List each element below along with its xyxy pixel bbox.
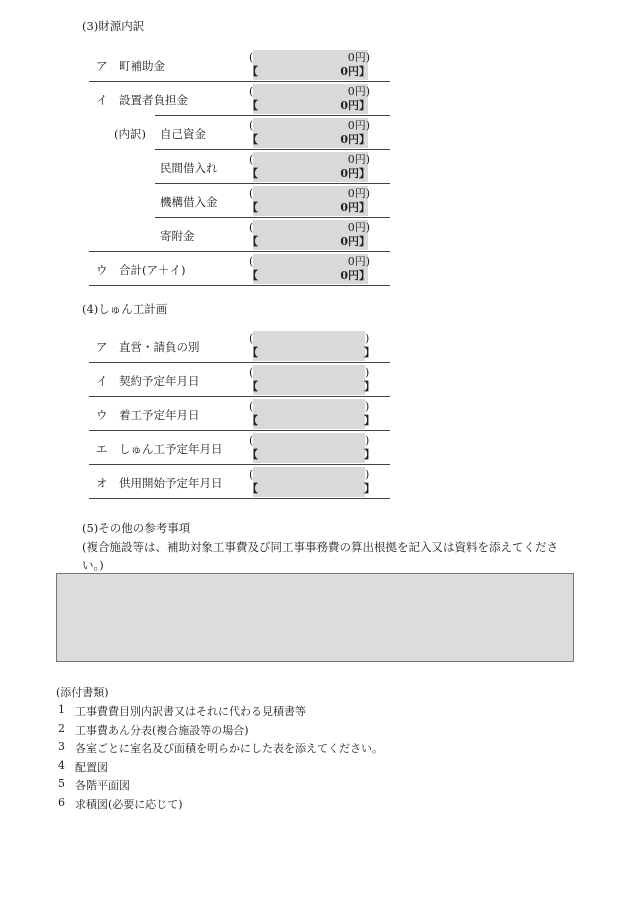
breakdown-prefix: (内訳) bbox=[114, 127, 146, 141]
row-divider bbox=[155, 183, 390, 184]
open-bracket: 【 bbox=[247, 201, 258, 214]
date-input[interactable] bbox=[253, 467, 365, 497]
attachment-number: 1 bbox=[58, 703, 65, 716]
row-divider bbox=[155, 217, 390, 218]
funding-row-label: 民間借入れ bbox=[160, 161, 218, 175]
section5-note: (複合施設等は、補助対象工事費及び同工事事務費の算出根拠を記入又は資料を添えてくださ bbox=[82, 540, 558, 554]
row-divider bbox=[89, 251, 390, 252]
amount-value-bracketed: 0円】 bbox=[340, 201, 370, 214]
plan-row-label: ア 直営・請負の別 bbox=[96, 340, 200, 354]
section4-title: (4)しゅん工計画 bbox=[82, 302, 168, 316]
row-divider bbox=[89, 396, 390, 397]
open-paren: ( bbox=[249, 332, 254, 345]
open-bracket: 【 bbox=[247, 380, 258, 393]
close-bracket: 】 bbox=[364, 380, 375, 393]
attachments-title: (添付書類) bbox=[56, 686, 109, 699]
amount-value-bracketed: 0円】 bbox=[340, 269, 370, 282]
close-bracket: 】 bbox=[364, 414, 375, 427]
open-paren: ( bbox=[249, 255, 254, 268]
open-paren: ( bbox=[249, 221, 254, 234]
amount-value: 0円) bbox=[347, 51, 370, 64]
row-divider bbox=[89, 498, 390, 499]
attachment-number: 6 bbox=[58, 795, 65, 809]
amount-value-bracketed: 0円】 bbox=[340, 99, 370, 112]
open-bracket: 【 bbox=[247, 346, 258, 359]
plan-row-label: エ しゅん工予定年月日 bbox=[96, 442, 223, 456]
close-bracket: 】 bbox=[364, 346, 375, 359]
attachment-item: 各室ごとに室名及び面積を明らかにした表を添えてください。 bbox=[75, 742, 383, 755]
open-bracket: 【 bbox=[247, 482, 258, 495]
close-bracket: 】 bbox=[364, 448, 375, 461]
row-divider bbox=[155, 115, 390, 116]
attachment-number: 2 bbox=[58, 721, 65, 735]
open-bracket: 【 bbox=[247, 65, 258, 78]
amount-value: 0円) bbox=[347, 221, 370, 234]
open-paren: ( bbox=[249, 434, 254, 447]
amount-value-bracketed: 0円】 bbox=[340, 133, 370, 146]
amount-value: 0円) bbox=[347, 153, 370, 166]
close-bracket: 】 bbox=[364, 482, 375, 495]
attachment-item: 求積図(必要に応じて) bbox=[75, 797, 183, 811]
row-divider bbox=[89, 285, 390, 286]
attachment-item: 配置図 bbox=[75, 760, 108, 774]
attachment-item: 各階平面図 bbox=[75, 779, 130, 792]
section5-note-cont: い。) bbox=[82, 558, 104, 572]
amount-value: 0円) bbox=[347, 255, 370, 268]
funding-row-label: 機構借入金 bbox=[160, 195, 218, 209]
funding-row-label: ウ 合計(ア＋イ) bbox=[96, 263, 186, 277]
row-divider bbox=[89, 464, 390, 465]
funding-row-label: 自己資金 bbox=[160, 127, 206, 141]
open-paren: ( bbox=[249, 468, 254, 481]
close-paren: ) bbox=[365, 332, 370, 345]
section3-title: (3)財源内訳 bbox=[82, 19, 145, 33]
open-bracket: 【 bbox=[247, 167, 258, 180]
attachment-number: 3 bbox=[58, 740, 65, 753]
amount-value: 0円) bbox=[347, 187, 370, 200]
open-bracket: 【 bbox=[247, 269, 258, 282]
close-paren: ) bbox=[365, 400, 370, 413]
attachment-item: 工事費費目別内訳書又はそれに代わる見積書等 bbox=[75, 705, 306, 718]
open-paren: ( bbox=[249, 119, 254, 132]
close-paren: ) bbox=[365, 468, 370, 481]
open-bracket: 【 bbox=[247, 414, 258, 427]
section5-title: (5)その他の参考事項 bbox=[82, 521, 191, 535]
close-paren: ) bbox=[365, 434, 370, 447]
amount-value-bracketed: 0円】 bbox=[340, 235, 370, 248]
amount-value: 0円) bbox=[347, 85, 370, 98]
row-divider bbox=[89, 362, 390, 363]
date-input[interactable] bbox=[253, 399, 365, 429]
funding-row-label: ア 町補助金 bbox=[96, 59, 165, 73]
open-bracket: 【 bbox=[247, 133, 258, 146]
plan-row-label: ウ 着工予定年月日 bbox=[96, 408, 200, 422]
open-bracket: 【 bbox=[247, 235, 258, 248]
funding-row-label: 寄附金 bbox=[160, 229, 195, 243]
row-divider bbox=[155, 149, 390, 150]
date-input[interactable] bbox=[253, 365, 365, 395]
attachment-item: 工事費あん分表(複合施設等の場合) bbox=[75, 723, 249, 737]
plan-row-label: イ 契約予定年月日 bbox=[96, 374, 200, 388]
funding-row-label: イ 設置者負担金 bbox=[96, 93, 188, 107]
amount-value: 0円) bbox=[347, 119, 370, 132]
amount-value-bracketed: 0円】 bbox=[340, 167, 370, 180]
open-bracket: 【 bbox=[247, 448, 258, 461]
open-paren: ( bbox=[249, 153, 254, 166]
row-divider bbox=[89, 81, 390, 82]
close-paren: ) bbox=[365, 366, 370, 379]
open-paren: ( bbox=[249, 51, 254, 64]
row-divider bbox=[89, 430, 390, 431]
open-bracket: 【 bbox=[247, 99, 258, 112]
date-input[interactable] bbox=[253, 433, 365, 463]
open-paren: ( bbox=[249, 400, 254, 413]
plan-row-label: オ 供用開始予定年月日 bbox=[96, 476, 223, 490]
attachment-number: 5 bbox=[58, 777, 65, 790]
date-input[interactable] bbox=[253, 331, 365, 361]
amount-value-bracketed: 0円】 bbox=[340, 65, 370, 78]
open-paren: ( bbox=[249, 85, 254, 98]
open-paren: ( bbox=[249, 187, 254, 200]
open-paren: ( bbox=[249, 366, 254, 379]
other-notes-textarea[interactable] bbox=[56, 573, 574, 662]
attachment-number: 4 bbox=[58, 758, 65, 772]
